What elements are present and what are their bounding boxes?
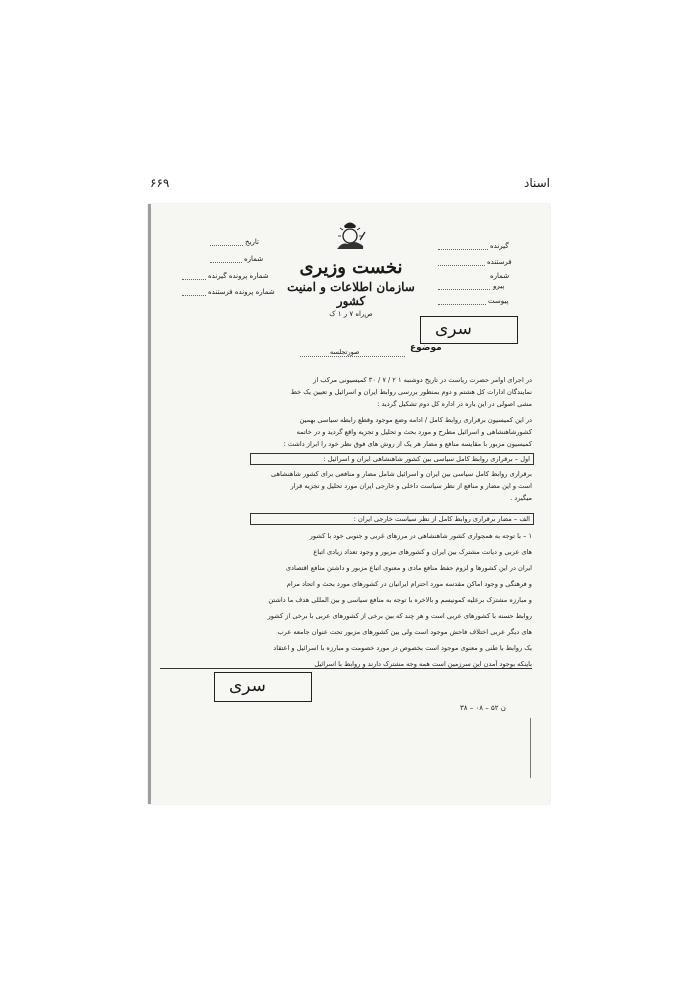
number-right-field: شماره [490, 272, 510, 280]
org-code: ص‌ر‌ا‌ه ۷ ر ۱ ک [329, 310, 373, 318]
subject-line [300, 356, 405, 357]
date-field: تاریخ [245, 238, 259, 246]
section-heading-one: اول – برقراری روابط کامل سیاسی بین کشور شاهنشاهی ایران و اسرائیل : [250, 453, 534, 465]
footer-code: ۳۸ – ۰۸ – ۵۲ ن [460, 704, 506, 712]
recipient-line [438, 249, 488, 250]
body-line: باینکه بوجود آمدن این سرزمین است همه وجه مشترک دارند و روابط با اسرائیل [160, 660, 532, 669]
body-line: برقراری روابط کامل سیاسی بین ایران و اسرائیل شامل مضار و منافعی برای کشور شاهنشاهی [271, 470, 532, 478]
scan-edge [148, 204, 151, 804]
body-line: کشورشاهنشاهی و اسرائیل مطرح و مورد بحث و تحلیل و تجزیه واقع گردید و در خاتمه [296, 428, 532, 436]
classification-stamp-top [420, 316, 518, 344]
attachment-line [438, 304, 486, 305]
body-line: و مبارزه مشترک برعلیه کمونیسم و بالاخره با توجه به منافع سیاسی و بین المللی هدف ما داشتن [268, 596, 532, 604]
body-line: روابط حسنه با کشورهای عربی است و هر چند که بین برخی از کشورهای عربی با برخی از کشور [267, 612, 532, 620]
body-line: در این کمیسیون برقراری روابط کامل / ادامه وضع موجود وقطع رابطه سیاسی بهمین [299, 416, 532, 424]
stamp-text-top: سری [435, 319, 472, 339]
date-line [210, 245, 243, 246]
classification-stamp-bottom [214, 672, 312, 702]
subject-label: موضوع [410, 343, 442, 353]
body-line: کمیسیون مزبور با مقایسه منافع و مضار هر یک از روش های فوق نظر خود را ابراز داشت : [283, 440, 532, 448]
attachment-field: پیوست [488, 297, 509, 305]
page-edge-mark [530, 718, 531, 778]
body-line: است و این مضار و منافع از نظر سیاست داخلی و خارجی ایران مورد تحلیل و تجزیه قرار [290, 482, 532, 490]
book-title: اسناد [523, 176, 550, 190]
section-heading-alef: الف – مضار برقراری روابط کامل از نظر سیاست خارجی ایران : [250, 513, 534, 525]
org-subtitle: سازمان اطلاعات و امنیت کشور [287, 280, 415, 308]
body-line: های عربی و دیانت مشترک بین ایران و کشورهای مزبور و وجود تعداد زیادی اتباع [313, 548, 532, 556]
sender-file-number-field: شماره پرونده فرستنده [208, 288, 275, 296]
body-line: و فرهنگی و وجود اماکن مقدسه مورد احترام ایرانیان در کشورهای مورد بحث و اتحاد مرام [286, 580, 532, 588]
receiver-file-line [182, 279, 206, 280]
receiver-file-number-field: شماره پرونده گیرنده [208, 272, 269, 280]
stamp-text-bottom: سری [229, 676, 266, 696]
follow-up-line [438, 289, 490, 290]
org-name: نخست وزیری [299, 257, 403, 278]
body-line: ۱ – با توجه به همجواری کشور شاهنشاهی در مرزهای غربی و جنوبی خود با کشور [309, 532, 532, 540]
body-line: نمایندگان ادارات کل هشتم و دوم بمنظور بررسی روابط ایران و اسرائیل و تعیین یک خط [290, 388, 532, 396]
sender-line [438, 265, 485, 266]
sender-field: فرستنده [487, 258, 512, 266]
recipient-field: گیرنده [490, 242, 509, 250]
number-field: شماره [244, 255, 264, 263]
body-line: در اجرای اوامر حضرت ریاست در تاریخ دوشنبه ۱ ۲ / ۷ / ۳۰ کمیسیونی مرکب از [313, 376, 532, 384]
body-line: یک روابط با طنی و معنوی موجود است بخصوص در مورد خصومت و مبارزه با اسرائیل و اعتقاد [273, 644, 532, 652]
number-line [210, 262, 242, 263]
body-line: های دیگر عربی اختلاف فاحش موجود است ولی بین کشورهای مزبور تحت عنوان جامعه عرب [277, 628, 532, 636]
subject-value: صورتجلسه [330, 348, 360, 356]
book-header [150, 176, 550, 196]
page-number: ۶۶۹ [150, 176, 170, 190]
lion-sun-emblem-icon [330, 218, 370, 254]
follow-up-field: پیرو [493, 282, 505, 290]
sender-file-line [182, 295, 206, 296]
body-line: میگیرد . [510, 494, 532, 502]
body-line: ایران در این کشورها و لزوم حفظ منافع مادی و معنوی اتباع مزبور و داشتن منافع اقتصادی [285, 564, 532, 572]
body-line: مشی اصولی در این باره در اداره کل دوم تشکیل گردید : [377, 400, 532, 408]
